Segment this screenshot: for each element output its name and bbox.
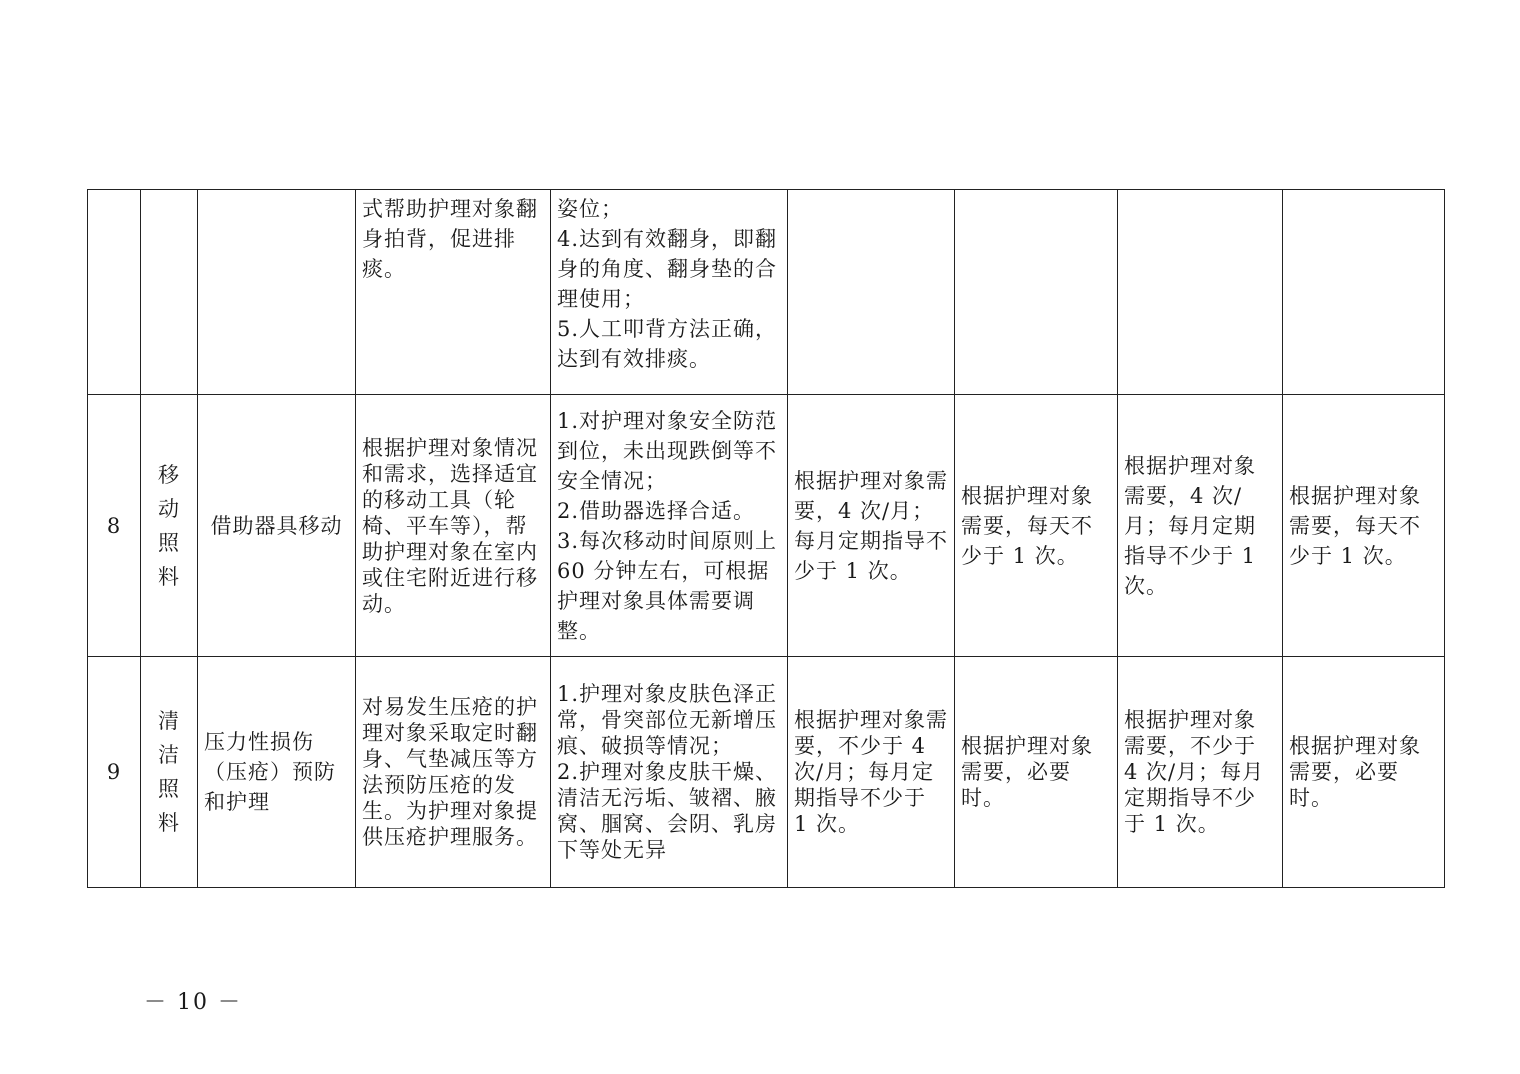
table-row bbox=[88, 395, 1445, 657]
category-char: 清 bbox=[158, 709, 180, 733]
frequency-cell-4: 根据护理对象需要，必要时。 bbox=[1283, 657, 1445, 888]
care-service-table bbox=[87, 189, 1445, 888]
item-cell: 借助器具移动 bbox=[198, 395, 356, 657]
item-cell bbox=[198, 190, 356, 395]
frequency-cell-2 bbox=[955, 190, 1118, 395]
page-number: － 10 － bbox=[144, 990, 242, 1015]
frequency-cell-2: 根据护理对象需要，必要时。 bbox=[955, 657, 1118, 888]
category-char: 照 bbox=[158, 777, 180, 801]
frequency-cell-1 bbox=[788, 190, 955, 395]
frequency-cell-2: 根据护理对象需要，每天不少于 1 次。 bbox=[955, 395, 1118, 657]
table-row bbox=[88, 190, 1445, 395]
service-content-cell: 式帮助护理对象翻身拍背，促进排痰。 bbox=[356, 190, 551, 395]
category-char: 料 bbox=[158, 811, 180, 835]
row-number-cell: 9 bbox=[88, 657, 141, 888]
service-content-cell: 对易发生压疮的护理对象采取定时翻身、气垫减压等方法预防压疮的发生。为护理对象提供压疮护理服务。 bbox=[356, 657, 551, 888]
category-cell bbox=[141, 190, 198, 395]
frequency-cell-4: 根据护理对象需要，每天不少于 1 次。 bbox=[1283, 395, 1445, 657]
frequency-cell-4 bbox=[1283, 190, 1445, 395]
row-number-cell: 8 bbox=[88, 395, 141, 657]
service-content-cell: 根据护理对象情况和需求，选择适宜的移动工具（轮椅、平车等），帮助护理对象在室内或住宅附近进行移动。 bbox=[356, 395, 551, 657]
category-char: 移 bbox=[158, 462, 180, 487]
frequency-cell-3: 根据护理对象需要，4 次/月；每月定期指导不少于 1 次。 bbox=[1118, 395, 1283, 657]
category-char: 照 bbox=[158, 530, 180, 555]
category-char: 料 bbox=[158, 564, 180, 589]
category-cell bbox=[141, 395, 198, 657]
table-row bbox=[88, 657, 1445, 888]
category-cell bbox=[141, 657, 198, 888]
category-char: 洁 bbox=[158, 743, 180, 767]
category-char: 动 bbox=[158, 496, 180, 521]
row-number-cell bbox=[88, 190, 141, 395]
frequency-cell-3 bbox=[1118, 190, 1283, 395]
frequency-cell-1: 根据护理对象需要，4 次/月；每月定期指导不少于 1 次。 bbox=[788, 395, 955, 657]
item-cell: 压力性损伤（压疮）预防和护理 bbox=[198, 657, 356, 888]
quality-standard-cell: 1.对护理对象安全防范到位，未出现跌倒等不安全情况； 2.借助器选择合适。 3.每次移动时间原则上 60 分钟左右，可根据护理对象具体需要调整。 bbox=[551, 395, 788, 657]
frequency-cell-1: 根据护理对象需要，不少于 4 次/月；每月定期指导不少于 1 次。 bbox=[788, 657, 955, 888]
frequency-cell-3: 根据护理对象需要，不少于 4 次/月；每月定期指导不少于 1 次。 bbox=[1118, 657, 1283, 888]
quality-standard-cell: 1.护理对象皮肤色泽正常，骨突部位无新增压痕、破损等情况； 2.护理对象皮肤干燥、清洁无污垢、皱褶、腋窝、腘窝、会阴、乳房下等处无异 bbox=[551, 657, 788, 888]
quality-standard-cell: 姿位； 4.达到有效翻身，即翻身的角度、翻身垫的合理使用； 5.人工叩背方法正确，达到有效排痰。 bbox=[551, 190, 788, 395]
